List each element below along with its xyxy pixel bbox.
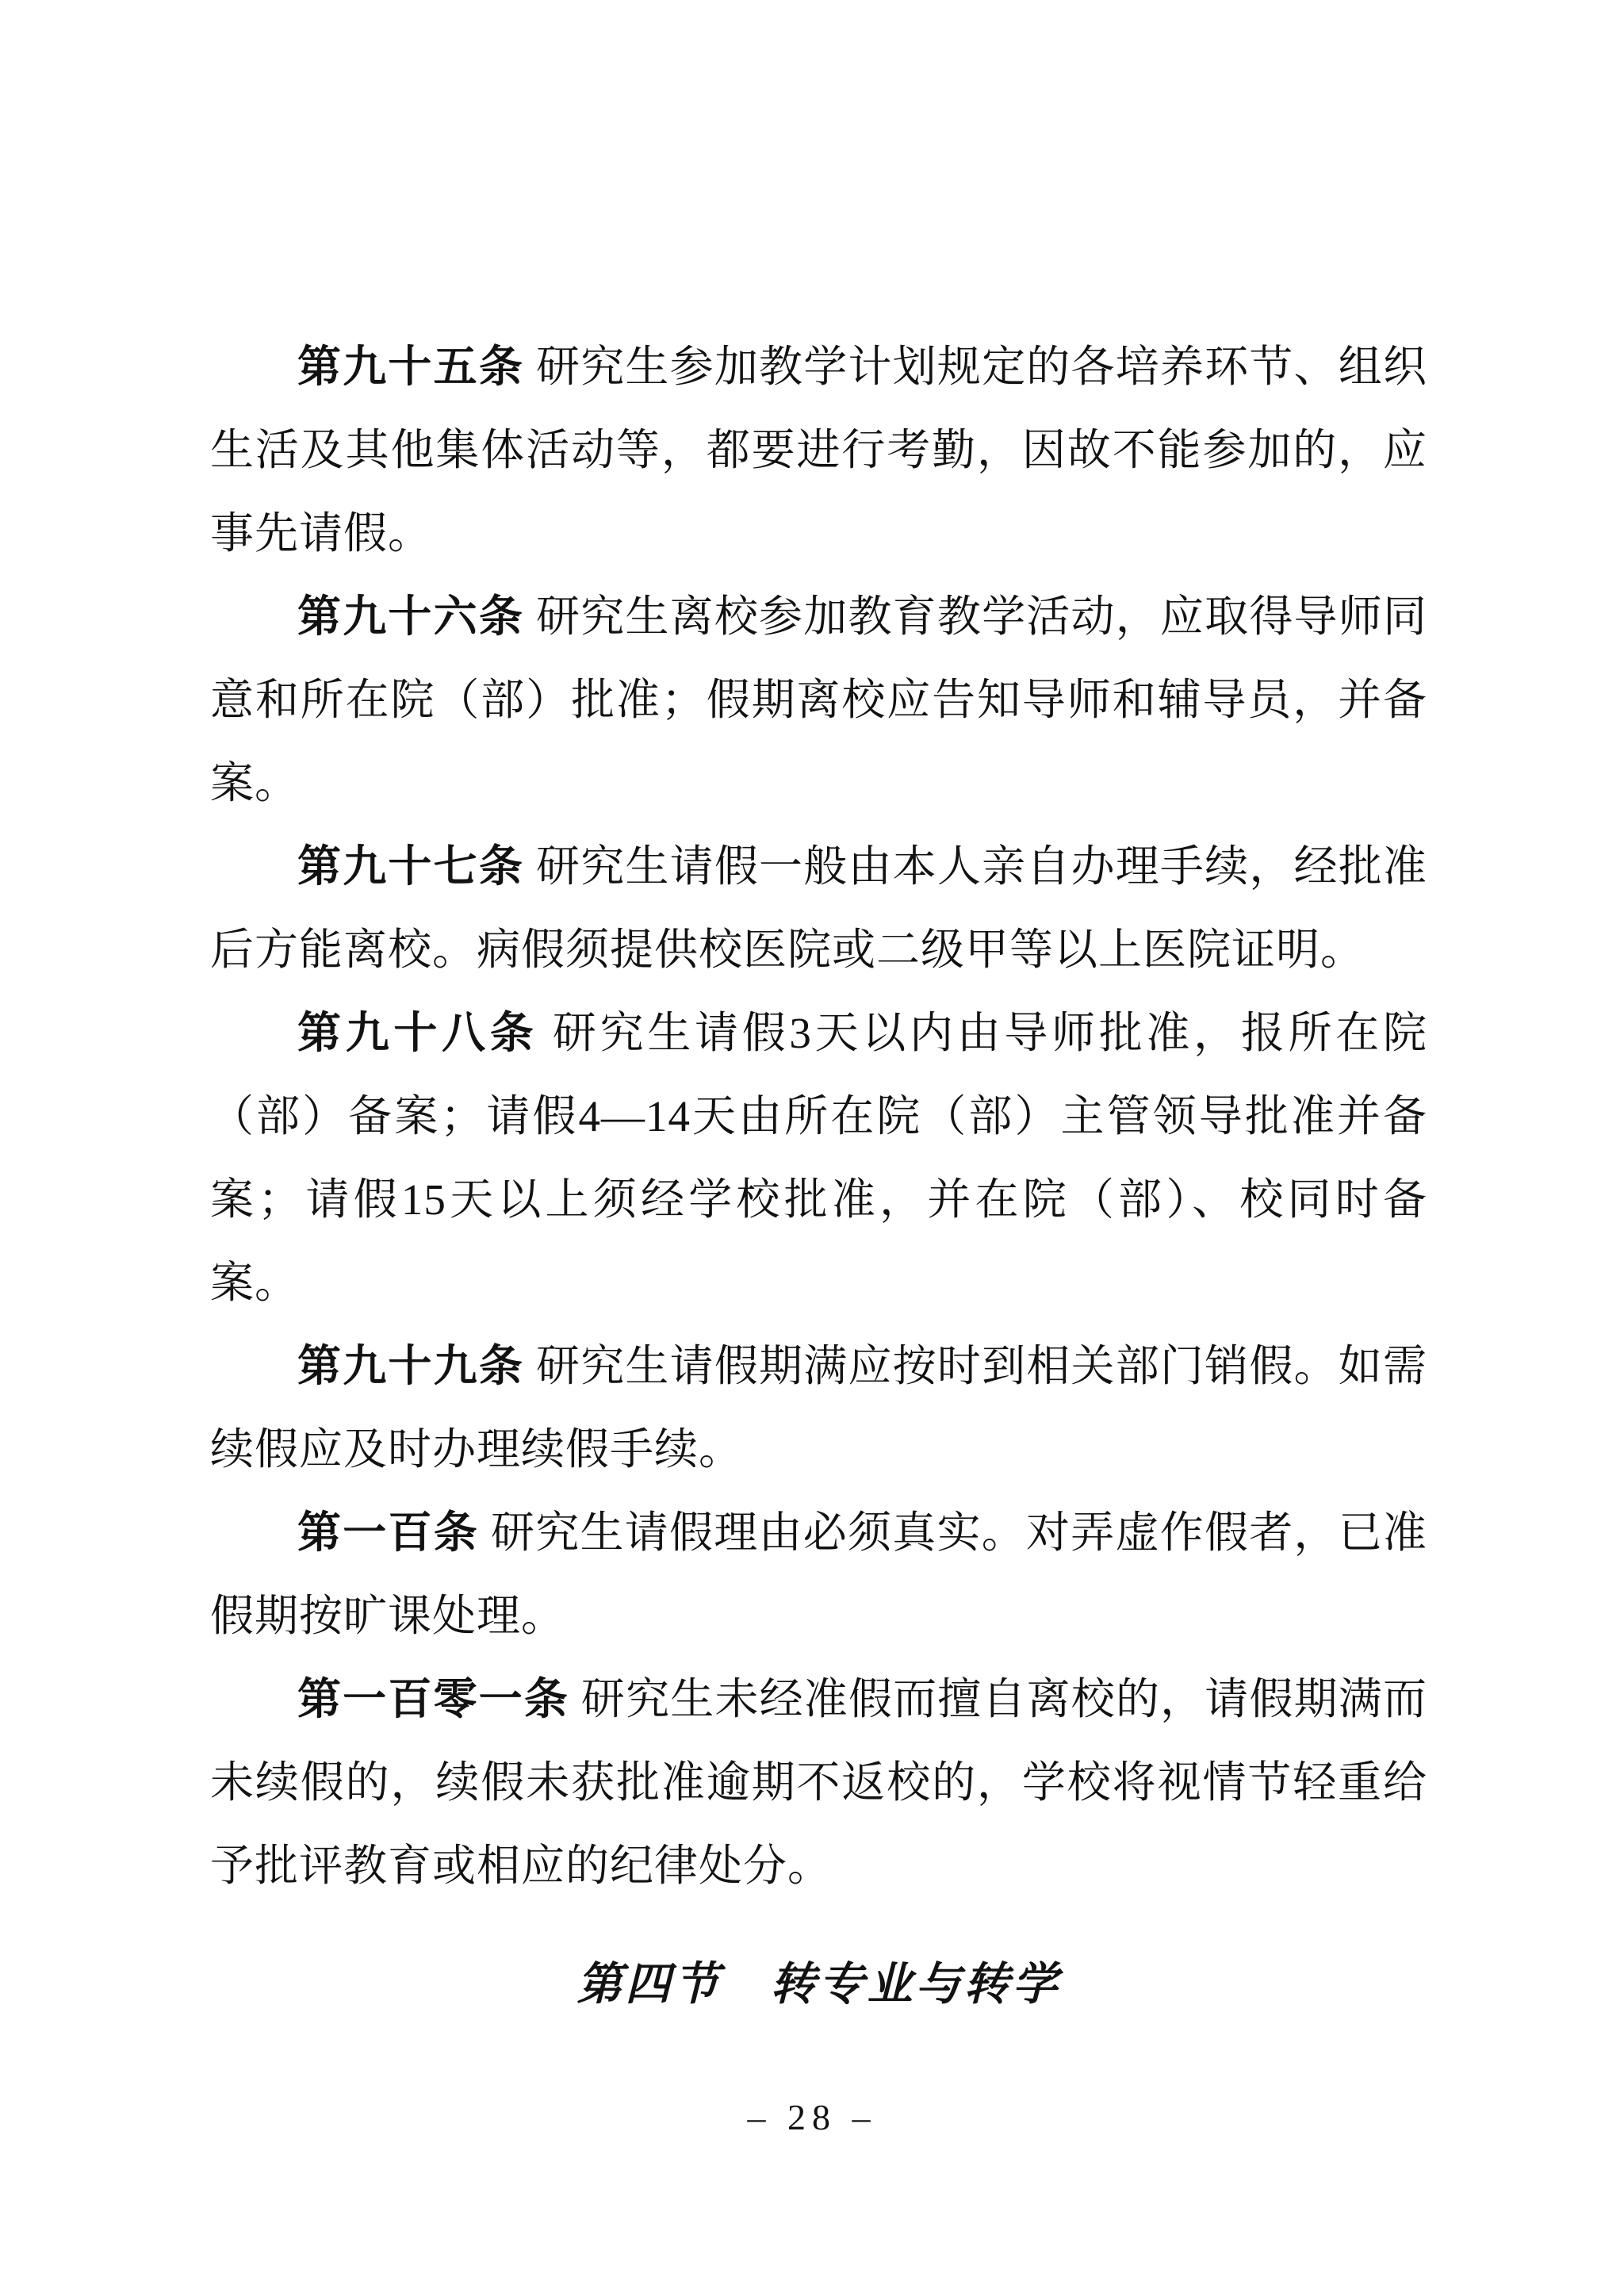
page-number: – 28 –	[747, 2097, 877, 2137]
article-99-number: 第九十九条	[297, 1341, 525, 1390]
article-98-text: 研究生请假3天以内由导师批准，报所在院（部）备案；请假4—14天由所在院（部）主管领导批准并备案；请假15天以上须经学校批准，并在院（部）、校同时备案。	[210, 1009, 1427, 1307]
article-95-paragraph	[210, 325, 1427, 575]
article-100-text: 研究生请假理由必须真实。对弄虚作假者，已准假期按旷课处理。	[210, 1508, 1427, 1640]
article-101-paragraph	[210, 1658, 1427, 1907]
article-97-text: 研究生请假一般由本人亲自办理手续，经批准后方能离校。病假须提供校医院或二级甲等以上医院证明。	[210, 842, 1427, 974]
article-99-paragraph	[210, 1324, 1427, 1491]
article-96-text: 研究生离校参加教育教学活动，应取得导师同意和所在院（部）批准；假期离校应告知导师和辅导员，并备案。	[210, 592, 1427, 807]
article-98-paragraph	[210, 991, 1427, 1324]
article-101-number: 第一百零一条	[297, 1674, 570, 1723]
article-95-number: 第九十五条	[297, 342, 525, 391]
section-heading: 第四节 转专业与转学	[576, 1960, 1061, 2010]
article-100-number: 第一百条	[297, 1508, 479, 1557]
article-96-number: 第九十六条	[297, 592, 525, 641]
article-95-text: 研究生参加教学计划规定的各培养环节、组织生活及其他集体活动等，都要进行考勤，因故不能参加的，应事先请假。	[210, 343, 1427, 558]
article-97-number: 第九十七条	[297, 841, 525, 891]
article-96-paragraph	[210, 575, 1427, 825]
article-text-block	[210, 325, 1427, 2026]
article-101-text: 研究生未经准假而擅自离校的，请假期满而未续假的，续假未获批准逾期不返校的，学校将视情节轻重给予批评教育或相应的纪律处分。	[210, 1675, 1427, 1890]
article-99-text: 研究生请假期满应按时到相关部门销假。如需续假应及时办理续假手续。	[210, 1342, 1427, 1474]
article-97-paragraph	[210, 825, 1427, 991]
article-100-paragraph	[210, 1491, 1427, 1658]
article-98-number: 第九十八条	[297, 1008, 538, 1057]
